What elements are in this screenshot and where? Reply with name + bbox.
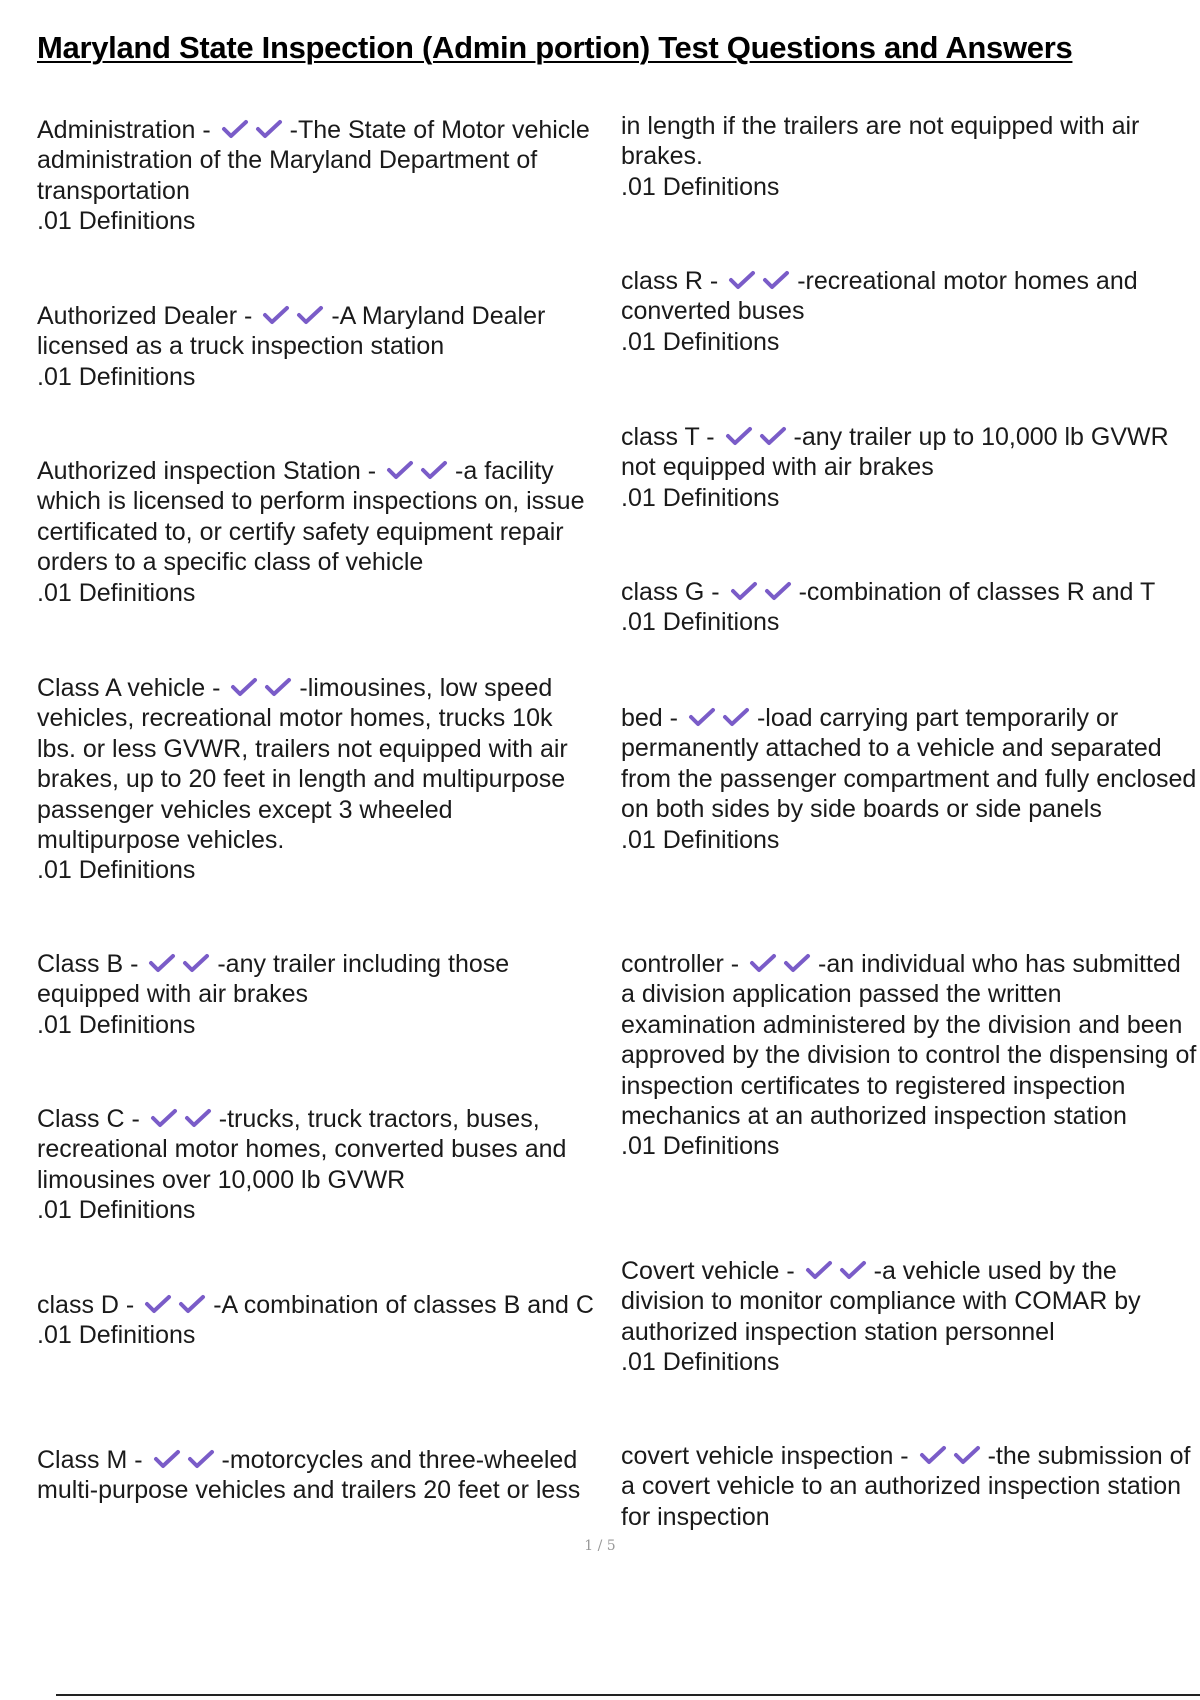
entry-term: controller - [621, 950, 740, 978]
entry-term: Class B - [37, 950, 139, 978]
double-checkmark-icon [147, 952, 215, 974]
entry-class-b [37, 949, 597, 1040]
entry-class-g [621, 577, 1200, 638]
double-checkmark-icon [261, 304, 329, 326]
entry-term: Administration - [37, 116, 211, 144]
entry-definition: -trucks, truck tractors, buses, recreational motor homes, converted buses and limousines over 10,000 lb GVWR [37, 1105, 567, 1194]
entry-definition: -a facility which is licensed to perform inspections on, issue certificated to, or certify safety equipment repair orders to a specific class of vehicle [37, 457, 585, 577]
entry-covert-inspection [621, 1441, 1200, 1532]
entry-class-m-continued [621, 111, 1200, 202]
entry-term: covert vehicle inspection - [621, 1442, 909, 1470]
double-checkmark-icon [918, 1444, 986, 1466]
entry-term: class R - [621, 267, 719, 295]
entry-source: .01 Definitions [37, 362, 196, 391]
entry-term: Class M - [37, 1446, 143, 1474]
double-checkmark-icon [220, 118, 288, 140]
double-checkmark-icon [149, 1107, 217, 1129]
page-number: 1 / 5 [584, 1538, 616, 1554]
entry-definition: -A combination of classes B and C [213, 1291, 594, 1319]
entry-term: Covert vehicle - [621, 1257, 795, 1285]
entry-definition: -combination of classes R and T [798, 578, 1156, 606]
entry-class-c [37, 1104, 597, 1226]
entry-term: class G - [621, 578, 720, 606]
entry-source: .01 Definitions [621, 825, 780, 854]
entry-covert-vehicle [621, 1256, 1200, 1378]
entry-definition: -recreational motor homes and converted buses [621, 267, 1138, 326]
entry-administration [37, 115, 597, 237]
entry-source: .01 Definitions [621, 327, 780, 356]
double-checkmark-icon [687, 706, 755, 728]
entry-term: bed - [621, 704, 678, 732]
double-checkmark-icon [729, 580, 797, 602]
double-checkmark-icon [724, 425, 792, 447]
entry-source: .01 Definitions [621, 172, 780, 201]
entry-authorized-station [37, 456, 597, 608]
entry-source: .01 Definitions [37, 207, 196, 236]
entry-source: .01 Definitions [37, 578, 196, 607]
entry-source: .01 Definitions [621, 608, 780, 637]
entry-term: Class C - [37, 1105, 140, 1133]
entry-bed [621, 703, 1200, 855]
entry-definition: -any trailer including those equipped with air brakes [37, 950, 510, 1009]
entry-source: .01 Definitions [37, 1196, 196, 1225]
entry-definition: -motorcycles and three-wheeled multi-purpose vehicles and trailers 20 feet or less [37, 1446, 581, 1505]
entry-definition: -a vehicle used by the division to monitor compliance with COMAR by authorized inspection station personnel [621, 1257, 1141, 1346]
entry-source: .01 Definitions [37, 856, 196, 885]
entry-class-d [37, 1290, 597, 1351]
double-checkmark-icon [143, 1293, 211, 1315]
double-checkmark-icon [748, 952, 816, 974]
entry-term: class D - [37, 1291, 135, 1319]
entry-definition: -any trailer up to 10,000 lb GVWR not equipped with air brakes [621, 423, 1169, 482]
entry-class-m [37, 1445, 617, 1506]
entry-definition: -The State of Motor vehicle administration of the Maryland Department of transportation [37, 116, 590, 205]
footer-divider [56, 1694, 1200, 1696]
entry-class-a [37, 673, 597, 886]
entry-term: class T - [621, 423, 715, 451]
entry-definition: -an individual who has submitted a division application passed the written examination administered by the division and been approved by the division to control the dispensing of inspection certificates to registered inspection mechanics at an authorized inspection station [621, 950, 1197, 1131]
entry-source: .01 Definitions [621, 1132, 780, 1161]
entry-source: .01 Definitions [37, 1010, 196, 1039]
double-checkmark-icon [152, 1448, 220, 1470]
entry-definition: -load carrying part temporarily or permanently attached to a vehicle and separated from the passenger compartment and fully enclosed on both sides by side boards or side panels [621, 704, 1197, 824]
entry-definition: -limousines, low speed vehicles, recreational motor homes, trucks 10k lbs. or less GVWR, trailers not equipped with air brakes, up to 20 feet in length and multipurpose passenger vehicles except 3 wheeled multipurpose vehicles. [37, 674, 568, 855]
entry-source: .01 Definitions [37, 1321, 196, 1350]
document-title: Maryland State Inspection (Admin portion) Test Questions and Answers [37, 30, 1073, 65]
double-checkmark-icon [804, 1259, 872, 1281]
entry-source: .01 Definitions [621, 1348, 780, 1377]
entry-definition: -the submission of a covert vehicle to an authorized inspection station for inspection [621, 1442, 1191, 1531]
double-checkmark-icon [229, 676, 297, 698]
entry-class-t [621, 422, 1200, 513]
entry-class-r [621, 266, 1200, 357]
entry-term: Class A vehicle - [37, 674, 221, 702]
entry-source: .01 Definitions [621, 483, 780, 512]
entry-term: Authorized Dealer - [37, 302, 253, 330]
entry-continuation-text: in length if the trailers are not equipped with air brakes. [621, 112, 1140, 171]
entry-definition: -A Maryland Dealer licensed as a truck inspection station [37, 302, 546, 361]
double-checkmark-icon [385, 459, 453, 481]
entry-controller [621, 949, 1200, 1162]
entry-authorized-dealer [37, 301, 597, 392]
double-checkmark-icon [727, 269, 795, 291]
entry-term: Authorized inspection Station - [37, 457, 377, 485]
